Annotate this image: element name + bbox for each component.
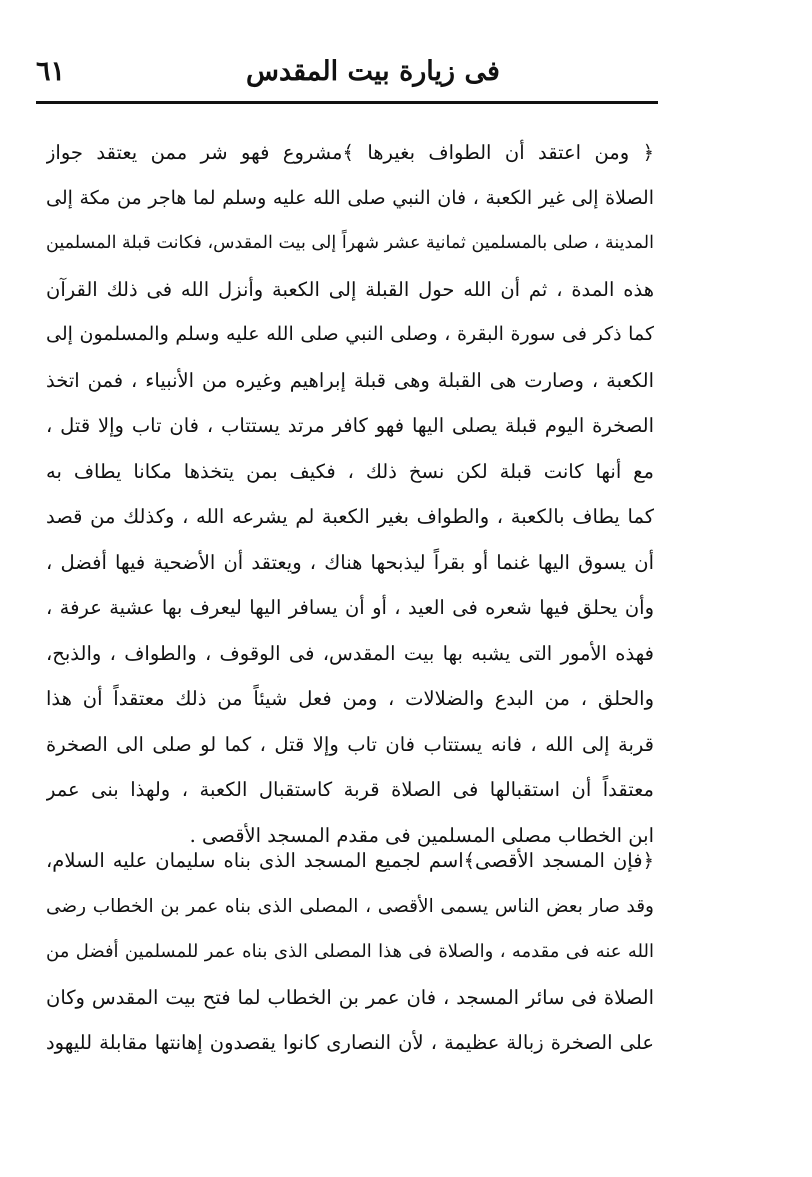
running-title: فى زيارة بيت المقدس — [246, 56, 500, 87]
page-number: ٦١ — [36, 56, 66, 87]
text-line: هذه المدة ، ثم أن الله حول القبلة إلى الكعبة وأنزل الله فى ذلك القرآن — [46, 277, 654, 301]
text-line: أن يسوق اليها غنما أو بقراً ليذبحها هناك ، ويعتقد أن الأضحية فيها أفضل ، — [46, 550, 654, 574]
text-line: والحلق ، من البدع والضلالات ، ومن فعل شيئاً من ذلك معتقداً أن هذا — [46, 687, 654, 710]
text-line: وأن يحلق فيها شعره فى العيد ، أو أن يسافر اليها ليعرف بها عشية عرفة ، — [46, 596, 654, 619]
text-line: مع أنها كانت قبلة لكن نسخ ذلك ، فكيف بمن يتخذها مكانا يطاف به — [46, 459, 654, 483]
text-line: الصلاة فى سائر المسجد ، فان عمر بن الخطاب لما فتح بيت المقدس وكان — [46, 985, 654, 1009]
paragraph-2 — [46, 838, 654, 1066]
text-line: الصلاة إلى غير الكعبة ، فان النبي صلى الله عليه وسلم لما هاجر من مكة إلى — [46, 186, 654, 209]
text-line: الصخرة اليوم قبلة يصلى اليها فهو كافر مرتد يستتاب ، فان تاب وإلا قتل ، — [46, 414, 654, 437]
text-line: كما يطاف بالكعبة ، والطواف بغير الكعبة لم يشرعه الله ، وكذلك من قصد — [46, 505, 654, 528]
text-line: المدينة ، صلى بالمسلمين ثمانية عشر شهراً إلى بيت المقدس، فكانت قبلة المسلمين — [46, 233, 654, 253]
paragraph-1 — [46, 130, 654, 858]
text-line: ﴿فإن المسجد الأقصى﴾اسم لجميع المسجد الذى بناه سليمان عليه السلام، — [46, 849, 654, 872]
text-line: معتقداً أن استقبالها فى الصلاة قربة كاستقبال الكعبة ، ولهذا بنى عمر — [46, 778, 654, 801]
text-line: وقد صار بعض الناس يسمى الأقصى ، المصلى الذى بناه عمر بن الخطاب رضى — [46, 895, 654, 917]
header-rule — [36, 101, 658, 104]
text-line: قربة إلى الله ، فانه يستتاب فان تاب وإلا قتل ، كما لو صلى الى الصخرة — [46, 732, 654, 756]
text-line: فهذه الأمور التى يشبه بها بيت المقدس، فى الوقوف ، والطواف ، والذبح، — [46, 641, 654, 665]
text-line: الكعبة ، وصارت هى القبلة وهى قبلة إبراهيم وغيره من الأنبياء ، فمن اتخذ — [46, 368, 654, 392]
text-line: الله عنه فى مقدمه ، والصلاة فى هذا المصلى الذى بناه عمر للمسلمين أفضل من — [46, 941, 654, 962]
text-line: ﴿ ومن اعتقد أن الطواف بغيرها ﴾مشروع فهو شر ممن يعتقد جواز — [46, 141, 654, 164]
text-line: ابن الخطاب مصلى المسلمين فى مقدم المسجد الأقصى . — [189, 823, 654, 847]
text-line: كما ذكر فى سورة البقرة ، وصلى النبي صلى الله عليه وسلم والمسلمون إلى — [46, 323, 654, 345]
text-line: على الصخرة زبالة عظيمة ، لأن النصارى كانوا يقصدون إهانتها مقابلة لليهود — [46, 1031, 654, 1054]
running-header — [36, 50, 658, 98]
